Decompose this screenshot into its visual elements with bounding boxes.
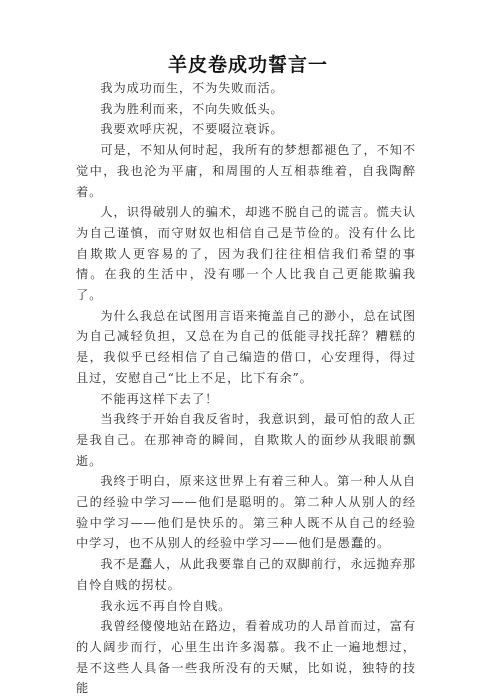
paragraph: 人，识得破别人的骗术，却逃不脱自己的谎言。慌夫认为自己谨慎，而守财奴也相信自己是节俭的。没有什么比自欺欺人更容易的了，因为我们往往相信我们希望的事情。在我的生活中，没有哪一个人比我自己更能欺骗我了。 xyxy=(76,205,416,303)
paragraph: 可是，不知从何时起，我所有的梦想都褪色了，不知不觉中，我也沦为平庸，和周围的人互相恭维着，自我陶醉着。 xyxy=(76,143,416,199)
paragraph: 我为胜利而来，不向失败低头。 xyxy=(100,101,284,116)
paragraph: 我终于明白，原来这世界上有着三种人。第一种人从自己的经验中学习——他们是聪明的。第二种人从别人的经验中学习——他们是快乐的。第三种人既不从自己的经验中学习，也不从别人的经验中学习——他们是愚蠢的。 xyxy=(76,474,416,551)
paragraph: 我永远不再自怜自贱。 xyxy=(100,598,232,613)
paragraph: 当我终于开始自我反省时，我意识到，最可怕的敌人正是我自己。在那神奇的瞬间，自欺欺人的面纱从我眼前飘逝。 xyxy=(76,412,416,468)
paragraph: 我为成功而生，不为失败而活。 xyxy=(100,81,284,95)
paragraph: 我不是蠢人，从此我要靠自己的双脚前行，永远抛弃那自怜自贱的拐杖。 xyxy=(76,557,416,592)
paragraph: 我曾经傻傻地站在路边，看着成功的人昂首而过，富有的人阔步而行，心里生出许多渴慕。我不止一遍地想过，是不这些人具备一些我所没有的天赋，比如说，独特的技能 xyxy=(76,619,416,696)
document-title: 羊皮卷成功誓言一 xyxy=(167,54,328,76)
paragraph: 不能再这样下去了！ xyxy=(100,391,219,406)
paragraph: 我要欢呼庆祝，不要啜泣衰诉。 xyxy=(100,122,284,137)
paragraph: 为什么我总在试图用言语来掩盖自己的渺小，总在试图为自己减轻负担，又总在为自己的低能寻找托辞？糟糕的是，我似乎已经相信了自己编造的借口，心安理得，得过且过，安慰自己“比上不足，比下有余”。 xyxy=(76,308,416,385)
document-body xyxy=(76,78,416,699)
